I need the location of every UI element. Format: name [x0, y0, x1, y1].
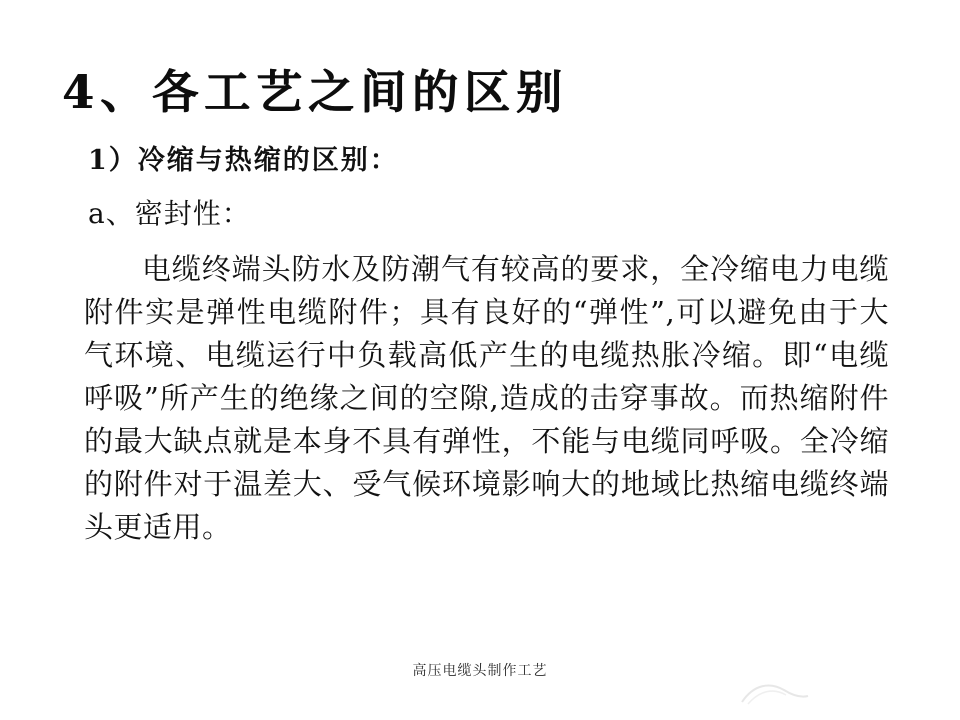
watermark-logo-icon: [740, 678, 810, 708]
body-paragraph: 电缆终端头防水及防潮气有较高的要求，全冷缩电力电缆附件实是弹性电缆附件；具有良好的“弹性”,可以避免由于大气环境、电缆运行中负载高低产生的电缆热胀冷缩。即“电缆呼吸”所产生的绝缘之间的空隙,造成的击穿事故。而热缩附件的最大缺点就是本身不具有弹性，不能与电缆同呼吸。全冷缩的附件对于温差大、受气候环境影响大的地域比热缩电缆终端头更适用。: [84, 252, 889, 544]
page-title: 4、各工艺之间的区别: [62, 65, 569, 119]
slide-footer: 高压电缆头制作工艺: [412, 663, 548, 679]
section-heading-2: a、密封性：: [88, 197, 251, 230]
section-heading-1: 1）冷缩与热缩的区别：: [88, 145, 399, 176]
